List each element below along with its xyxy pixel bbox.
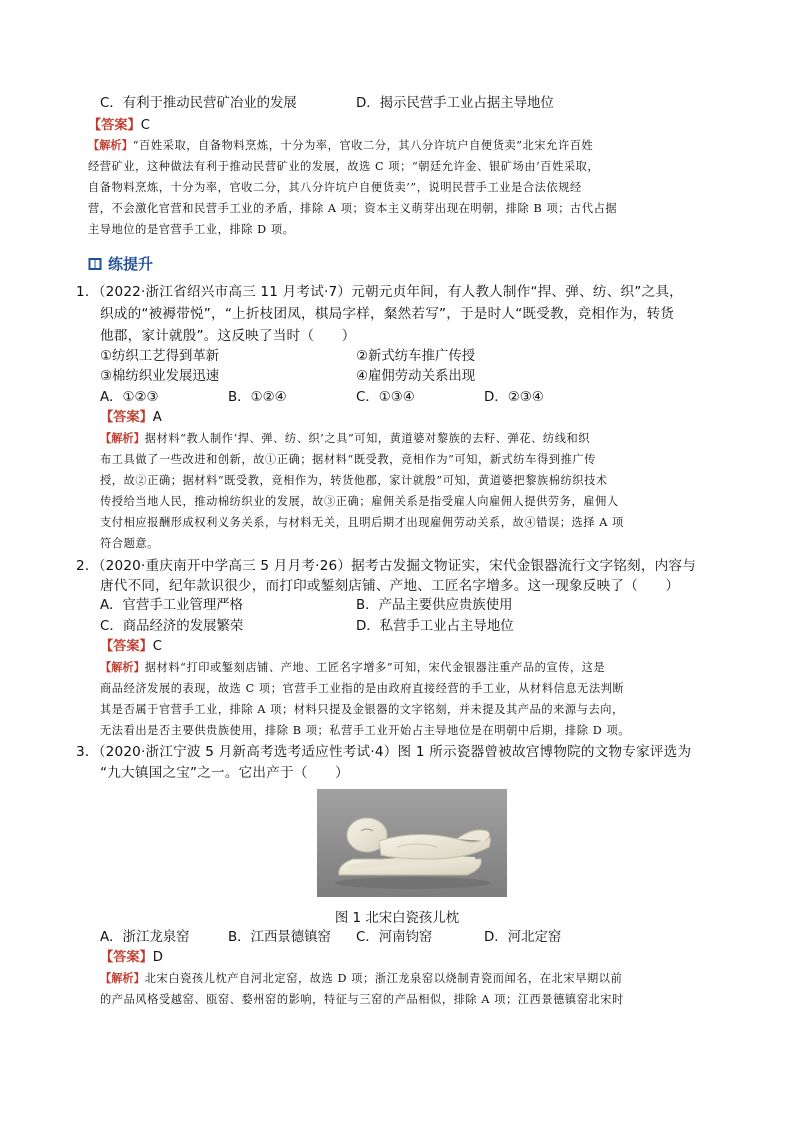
section-heading [88,253,153,273]
question-1-line: 1．（2022·浙江省绍兴市高三 11 月考试·7）元朝元贞年间，有人教人制作“捍、弹、纺、织”之具， [76,284,683,300]
explanation-line [100,970,622,988]
answer-tag: 【答案】 [100,950,153,965]
explanation-line: 主导地位的是官营手工业，排除 D 项。 [88,223,295,236]
option-d: D．河北定窑 [484,930,562,945]
explanation-line: 自备物料烹炼，十分为率，官收二分，其八分许坑户自便货卖’”，说明民营手工业是合法依规经 [88,181,582,194]
porcelain-pillow-image [317,789,507,897]
explanation-tag: 【解析】 [100,661,145,674]
explanation-text: 据材料“打印或錾刻店铺、产地、工匠名字增多”可知，宋代金银器注重产品的宣传，这是 [144,661,606,674]
explanation-line: 商品经济发展的表现，故选 C 项；官营手工业指的是由政府直接经营的手工业，从材料信息无法判断 [100,682,625,695]
question-1-line: 织成的“被褥带悦”，“上折枝团凤，棋局字样，粲然若写”，于是时人“既受教，竞相作为，转货 [100,306,675,322]
option-c: C．有利于推动民营矿冶业的发展 [100,96,297,111]
figure-caption: 图 1 北宋白瓷孩儿枕 [334,911,460,926]
answer-value: C [152,639,162,654]
explanation-line [100,430,590,448]
explanation-line: 支付相应报酬形成权利义务关系，与材料无关，且明后期才出现雇佣劳动关系，故④错误；选择 A 项 [100,516,624,529]
statement-2: ②新式纺车推广传授 [356,349,476,364]
option-a: A．①②③ [100,390,159,405]
explanation-text: 北宋白瓷孩儿枕产自河北定窑，故选 D 项；浙江龙泉窑以烧制青瓷而闻名，在北宋早期以前 [144,972,623,985]
answer-row [100,409,162,427]
answer-tag: 【答案】 [100,410,153,425]
option-b: B．产品主要供应贵族使用 [356,598,513,613]
book-icon [88,256,102,270]
explanation-line: 其是否属于官营手工业，排除 A 项；材料只提及金银器的文字铭刻，并未提及其产品的来源与去向， [100,703,624,716]
answer-row [100,638,162,656]
explanation-tag: 【解析】 [88,139,133,152]
question-2-line: 2．（2020·重庆南开中学高三 5 月月考·26）据考古发掘文物证实，宋代金银器流行文字铭刻，内容与 [76,558,697,574]
answer-value: D [152,950,163,965]
explanation-line: 无法看出是否主要供贵族使用，排除 B 项；私营手工业开始占主导地位是在明朝中后期，排除 D 项。 [100,724,631,737]
answer-tag: 【答案】 [88,118,141,133]
statement-3: ③棉纺织业发展迅速 [100,369,220,384]
question-2-line: 唐代不同，纪年款识很少，而打印或錾刻店铺、产地、工匠名字增多。这一现象反映了（ ） [100,578,680,594]
explanation-tag: 【解析】 [100,432,145,445]
explanation-line [100,659,605,677]
explanation-line: 符合题意。 [100,537,159,550]
option-d: D．揭示民营手工业占据主导地位 [356,96,554,111]
section-title: 练提升 [108,254,154,273]
explanation-line: 授，故②正确；据材料“既受教，竞相作为，转货他郡，家计就殷”可知，黄道婆把黎族棉纺织技术 [100,474,608,487]
option-c: C．①③④ [356,390,415,405]
option-d: D．②③④ [484,390,544,405]
explanation-line: 经营矿业，这种做法有利于推动民营矿业的发展，故选 C 项；“朝廷允许金、银矿场由‘百姓采取， [88,160,600,173]
option-a: A．官营手工业管理严格 [100,598,244,613]
explanation-line: 布工具做了一些改进和创新，故①正确；据材料“既受教，竞相作为”可知，新式纺车得到推广传 [100,453,596,466]
answer-tag: 【答案】 [100,639,153,654]
option-b: B．江西景德镇窑 [228,930,331,945]
answer-row [100,949,163,967]
option-c: C．河南钧窑 [356,930,433,945]
question-3-line: 3．（2020·浙江宁波 5 月新高考选考适应性考试·4）图 1 所示瓷器曾被故宫博物院的文物专家评选为 [76,744,692,760]
explanation-tag: 【解析】 [100,972,145,985]
question-1-line: 他郡，家计就殷”。这反映了当时（ ） [100,328,356,344]
option-d: D．私营手工业占主导地位 [356,619,514,634]
explanation-text: “百姓采取，自备物料烹炼，十分为率，官收二分，其八分许坑户自便货卖”北宋允许百姓 [132,139,594,152]
explanation-line [88,137,593,155]
option-a: A．浙江龙泉窑 [100,930,190,945]
option-c: C．商品经济的发展繁荣 [100,619,244,634]
explanation-line: 的产品风格受越窑、瓯窑、婺州窑的影响，特征与三窑的产品相似，排除 A 项；江西景德镇窑北宋时 [100,993,624,1006]
option-b: B．①②④ [228,390,287,405]
explanation-line: 传授给当地人民，推动棉纺织业的发展，故③正确；雇佣关系是指受雇人向雇佣人提供劳务，雇佣人 [100,495,619,508]
explanation-text: 据材料“教人制作‘捍、弹、纺、织’之具”可知，黄道婆对黎族的去籽、弹花、纺线和织 [144,432,591,445]
answer-value: C [140,118,150,133]
question-3-line: “九大镇国之宝”之一。它出产于（ ） [100,765,349,781]
statement-4: ④雇佣劳动关系出现 [356,369,476,384]
statement-1: ①纺织工艺得到革新 [100,349,220,364]
answer-row [88,117,150,135]
answer-value: A [152,410,162,425]
explanation-line: 营，不会激化官营和民营手工业的矛盾，排除 A 项；资本主义萌芽出现在明朝，排除 B 项；古代占据 [88,202,618,215]
